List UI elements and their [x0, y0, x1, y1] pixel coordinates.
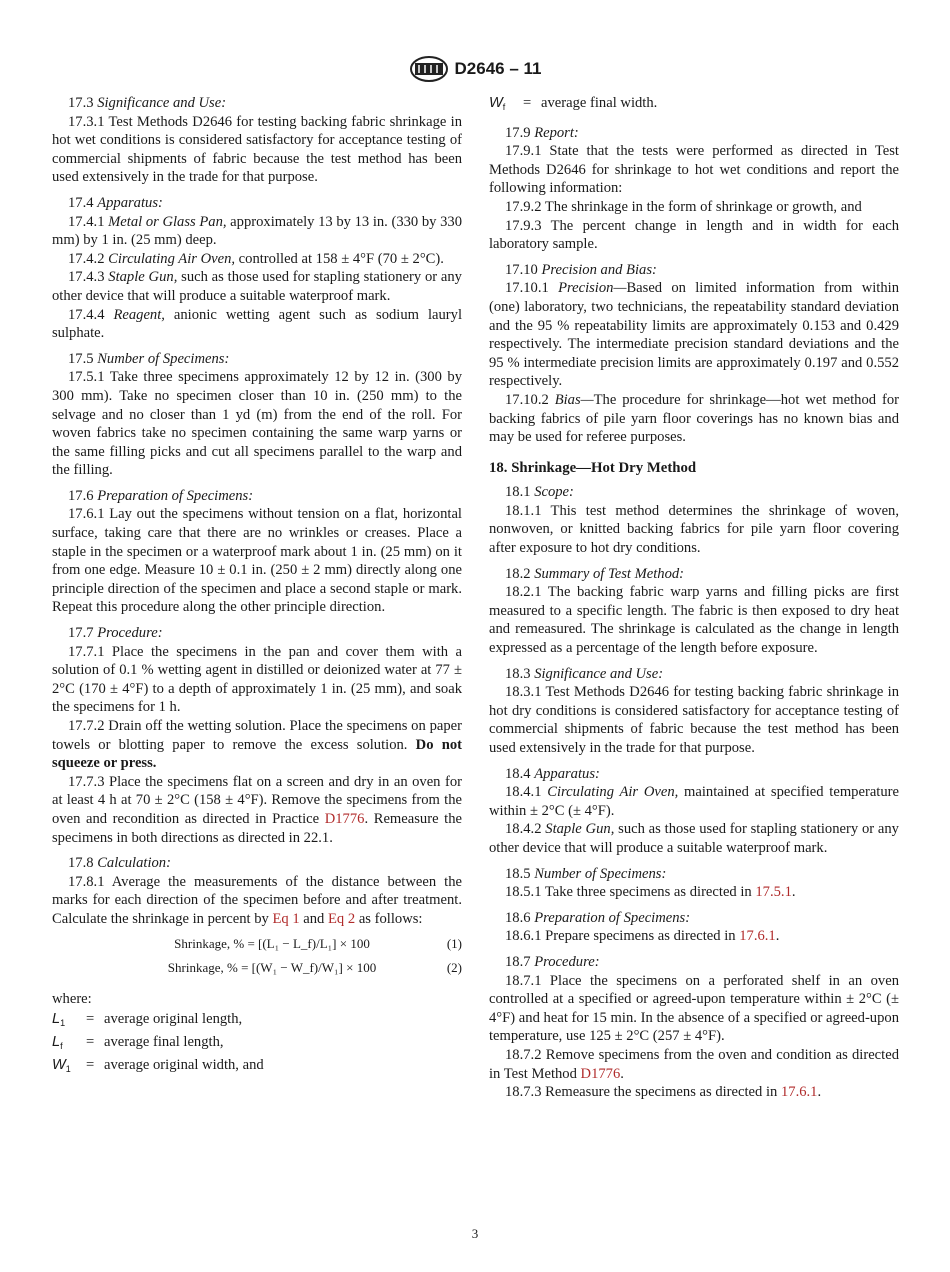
- paragraph: 17.5.1 Take three specimens approximately 12 by 12 in. (300 by 300 mm). Take no specimen closer than 10 in. (250 mm) to the selvage and no closer than 1 yd (m) from the end of the roll. For woven fabrics take no specimen containing the same warp yarns or the same filling picks and cut all specimens parallel to the warp and the filling.: [52, 369, 462, 479]
- variable-desc: average original width, and: [104, 1056, 264, 1073]
- variable-symbol: $L_1$: [52, 1011, 66, 1029]
- section-heading: 17.4 Apparatus:: [68, 194, 163, 211]
- astm-logo: [409, 55, 449, 83]
- section-title: 18. Shrinkage—Hot Dry Method: [489, 459, 697, 476]
- section-heading: 18.7 Procedure:: [505, 953, 600, 970]
- link-d1776[interactable]: D1776: [580, 1065, 621, 1082]
- section-heading: 18.1 Scope:: [505, 484, 574, 501]
- page-header: [0, 54, 950, 84]
- paragraph: 17.4.4 Reagent, anionic wetting agent such as sodium lauryl sulphate.: [52, 306, 463, 342]
- variable-desc: average original length,: [104, 1011, 243, 1028]
- section-heading: 17.6 Preparation of Specimens:: [68, 487, 254, 504]
- paragraph: 17.10.1 Precision—Based on limited information from within (one) laboratory, two technicians, the repeatability standard deviation and the 95 % repeatability limits are approximately 0.153 and 0.429 respectively. The intermediate precision standard deviations and the 95 % intermediate precision limits are approximately 0.197 and 0.552 respectively.: [489, 280, 899, 390]
- paragraph: 17.3.1 Test Methods D2646 for testing backing fabric shrinkage in hot wet conditions is considered satisfactory for acceptance testing of commercial shipments of fabric because the test method has been used extensively in the trade for that purpose.: [52, 113, 462, 186]
- left-column: [52, 94, 462, 1078]
- right-column: [489, 94, 899, 1102]
- section-heading: 17.3 Significance and Use:: [68, 95, 227, 111]
- link-d1776[interactable]: D1776: [324, 810, 365, 827]
- equation-2: Shrinkage, % = [(W₁ − W_f)/W₁] × 100 (2): [167, 960, 462, 976]
- section-heading: 17.10 Precision and Bias:: [505, 261, 657, 278]
- section-heading: 17.5 Number of Specimens:: [68, 350, 230, 367]
- where-label: where:: [52, 990, 92, 1007]
- paragraph: 18.1.1 This test method determines the shrinkage of woven, nonwoven, or knitted backing fabrics for pile yarn floor covering after exposure to hot dry conditions.: [489, 502, 899, 557]
- paragraph: 17.9.2 The shrinkage in the form of shrinkage or growth, and: [505, 198, 862, 215]
- paragraph: 18.3.1 Test Methods D2646 for testing backing fabric shrinkage in hot dry conditions is considered satisfactory for acceptance testing of commercial shipments of fabric because the test method has been used extensively in the trade for that purpose.: [489, 684, 899, 756]
- paragraph: 17.10.2 Bias—The procedure for shrinkage—hot wet method for backing fabrics of pile yarn floor coverings has no known bias and may be used for referee purposes.: [489, 391, 899, 446]
- section-heading: 17.7 Procedure:: [68, 625, 163, 642]
- paragraph: 17.4.1 Metal or Glass Pan, approximately 13 by 13 in. (330 by 330 mm) by 1 in. (25 mm) deep.: [52, 213, 463, 249]
- paragraph: 18.4.1 Circulating Air Oven, maintained at specified temperature within ± 2°C (± 4°F).: [489, 784, 899, 819]
- paragraph: 18.5.1 Take three specimens as directed in 17.5.1.: [505, 884, 796, 901]
- paragraph: 18.4.2 Staple Gun, such as those used for stapling stationery or any other device that will produce a suitable waterproof mark.: [489, 821, 899, 856]
- paragraph: 17.4.2 Circulating Air Oven, controlled at 158 ± 4°F (70 ± 2°C).: [68, 250, 444, 267]
- paragraph: 17.9.1 State that the tests were performed as directed in Test Methods D2646 for shrinkage to hot wet conditions and report the following information:: [489, 143, 899, 197]
- paragraph: 17.7.3 Place the specimens flat on a screen and dry in an oven for at least 4 h at 70 ± 2°C (158 ± 4°F). Remove the specimens from the oven and recondition as directed in Practice D1776. Remeasure the specimens in both directions as directed in 22.1.: [52, 773, 462, 846]
- paragraph: 17.9.3 The percent change in length and in width for each laboratory sample.: [489, 217, 899, 253]
- variable-list: $W_f$ = average final width.: [489, 94, 899, 117]
- section-heading: 18.3 Significance and Use:: [505, 665, 664, 682]
- paragraph: 17.7.2 Drain off the wetting solution. Place the specimens on paper towels or blotting paper to remove the excess solution. Do not squeeze or press.: [52, 718, 462, 772]
- variable-list: $L_1$ = average original length, $L_f$ = average final length, $W_1$ = average original width, and: [52, 1010, 462, 1078]
- link-17-6-1[interactable]: 17.6.1: [780, 1084, 818, 1101]
- link-17-5-1[interactable]: 17.5.1: [755, 884, 792, 901]
- section-heading: 17.9 Report:: [505, 124, 579, 141]
- section-heading: 18.2 Summary of Test Method:: [505, 565, 685, 582]
- link-eq2[interactable]: Eq 2: [328, 910, 356, 927]
- paragraph: 17.6.1 Lay out the specimens without tension on a flat, horizontal surface, taking care that there are no wrinkles or creases. Place a staple in the specimen or a waterproof mark about 1 in. (25 mm) on it from one edge. Measure 10 ± 0.1 in. (250 ± 2 mm) directly along one principle direction of the specimen and place a second staple or mark. Repeat this procedure along the other principle direction.: [52, 506, 462, 616]
- equation-1: Shrinkage, % = [(L₁ − L_f)/L₁] × 100 (1): [174, 935, 462, 951]
- section-heading: 18.5 Number of Specimens:: [505, 865, 667, 882]
- link-eq1[interactable]: Eq 1: [272, 910, 300, 927]
- section-heading: 18.4 Apparatus:: [505, 765, 600, 782]
- paragraph: 18.6.1 Prepare specimens as directed in 17.6.1.: [505, 928, 780, 945]
- paragraph: 18.2.1 The backing fabric warp yarns and filling picks are first measured to a specific length. The fabric is then exposed to dry heat and remeasured. The shrinkage is calculated as the change in length expressed as a percentage of the length before exposure.: [489, 584, 899, 657]
- link-17-6-1[interactable]: 17.6.1: [739, 928, 776, 945]
- variable-desc: average final length,: [104, 1033, 224, 1050]
- section-heading: 17.8 Calculation:: [68, 855, 171, 872]
- variable-desc: average final width.: [541, 95, 658, 111]
- section-heading: 18.6 Preparation of Specimens:: [505, 909, 691, 926]
- page-number: 3: [471, 1226, 479, 1241]
- paragraph: 18.7.3 Remeasure the specimens as directed in 17.6.1.: [505, 1084, 822, 1101]
- paragraph: 18.7.1 Place the specimens on a perforated shelf in an oven controlled at a specified or agreed-upon temperature within ± 2°C (± 4°F) and heat for 15 min. In the absence of a specified or agreed-upon temperature, use 125 ± 2°C (257 ± 4°F).: [489, 972, 899, 1045]
- variable-symbol: $L_f$: [52, 1033, 63, 1051]
- paragraph: 17.8.1 Average the measurements of the distance between the marks for each direction of the specimen before and after treatment. Calculate the shrinkage in percent by Eq 1 and Eq 2 as follows:: [52, 873, 462, 927]
- paragraph: 18.7.2 Remove specimens from the oven and condition as directed in Test Method D1776.: [489, 1046, 899, 1082]
- document-id: D2646 – 11: [454, 59, 542, 78]
- paragraph: 17.4.3 Staple Gun, such as those used for stapling stationery or any other device that will produce a suitable waterproof mark.: [52, 269, 462, 304]
- paragraph: 17.7.1 Place the specimens in the pan and cover them with a solution of 0.1 % wetting agent in distilled or deionized water at 77 ± 2°C (170 ± 4°F) to a depth of approximately 1 in. (25 mm), and soak the specimens for 1 h.: [52, 643, 462, 716]
- variable-symbol: $W_f$: [489, 95, 506, 112]
- variable-symbol: $W_1$: [52, 1056, 71, 1074]
